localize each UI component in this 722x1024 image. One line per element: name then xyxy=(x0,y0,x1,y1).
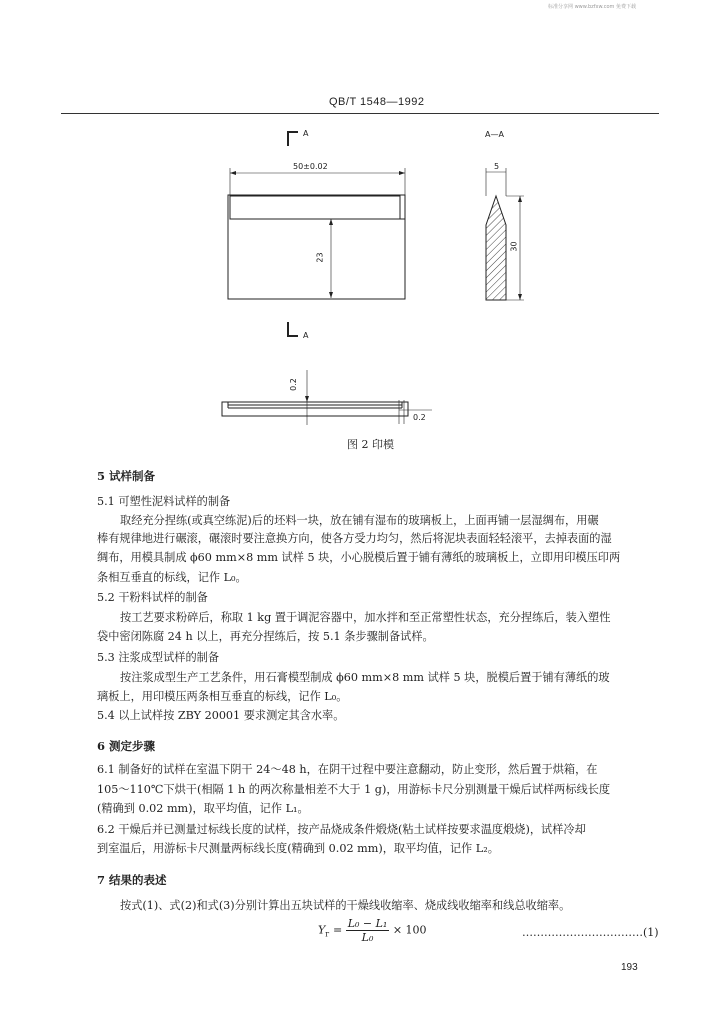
section-view-label: A—A xyxy=(485,130,504,139)
section-mark-bottom-label: A xyxy=(303,331,309,340)
section-5-3-heading: 5.3 注浆成型试样的制备 xyxy=(97,651,220,664)
elevation-view-outline xyxy=(222,402,408,416)
formula-1 xyxy=(318,917,427,944)
section-6-heading: 6 测定步骤 xyxy=(97,739,156,753)
section-view-shape xyxy=(486,196,506,300)
s5-3-line-1: 按注浆成型生产工艺条件，用石膏模型制成 ϕ60 mm×8 mm 试样 5 块，脱模后置于铺有薄纸的玻 xyxy=(120,671,610,684)
width-dimension-text: 50±0.02 xyxy=(293,162,328,171)
section-mark-bottom-arrow xyxy=(288,322,298,336)
groove-depth-text: 0.2 xyxy=(288,378,298,391)
plan-view-outline xyxy=(228,195,405,299)
standard-code: QB/T 1548—1992 xyxy=(329,96,425,108)
section-7-heading: 7 结果的表述 xyxy=(97,873,167,887)
figure-caption: 图 2 印模 xyxy=(347,438,394,451)
s6-2-line-1: 6.2 干燥后并已测量过标线长度的试样，按产品烧成条件煅烧(粘土试样按要求温度煅烧)，试样冷却 xyxy=(97,823,586,836)
formula-times: × 100 xyxy=(392,923,427,937)
section-mark-top-arrow xyxy=(288,132,298,146)
s5-1-line-2: 棒有规律地进行碾滚，碾滚时要注意换方向，使各方受力均匀，然后将泥块表面轻轻滚平，去掉表面的湿 xyxy=(97,532,612,545)
s6-1-line-2: 105～110℃下烘干(相隔 1 h 的两次称量相差不大于 1 g)，用游标卡尺分别测量干燥后试样两标线长度 xyxy=(97,783,611,796)
s6-1-line-1: 6.1 制备好的试样在室温下阴干 24～48 h，在阴干过程中要注意翻动，防止变形，然后置于烘箱，在 xyxy=(97,763,598,776)
s5-1-line-1: 取经充分捏练(或真空练泥)后的坯料一块，放在铺有湿布的玻璃板上，上面再铺一层湿绸布，用碾 xyxy=(120,514,599,527)
s5-2-line-2: 袋中密闭陈腐 24 h 以上，再充分捏练后，按 5.1 条步骤制备试样。 xyxy=(97,630,434,643)
formula-number: ……………………………(1) xyxy=(522,926,659,939)
section-width-text: 5 xyxy=(494,162,500,171)
groove-width-text: 0.2 xyxy=(413,413,426,422)
formula-numerator: L₀ − L₁ xyxy=(347,917,388,930)
figure-stamp-drawing xyxy=(0,0,722,470)
s7-line-1: 按式(1)、式(2)和式(3)分别计算出五块试样的干燥线收缩率、烧成线收缩率和线总收缩率。 xyxy=(120,899,571,912)
section-height-text: 30 xyxy=(509,241,519,252)
s5-1-line-4: 条相互垂直的标线，记作 L₀。 xyxy=(97,571,247,584)
height-dimension-text: 23 xyxy=(315,252,325,263)
s5-3-line-2: 璃板上，用印模压两条相互垂直的标线，记作 L₀。 xyxy=(97,690,348,703)
section-5-1-heading: 5.1 可塑性泥料试样的制备 xyxy=(97,495,231,508)
s6-1-line-3: (精确到 0.02 mm)，取平均值，记作 L₁。 xyxy=(97,802,309,815)
s5-4-line-1: 5.4 以上试样按 ZBY 20001 要求测定其含水率。 xyxy=(97,709,345,722)
section-5-2-heading: 5.2 干粉料试样的制备 xyxy=(97,591,208,604)
s5-2-line-1: 按工艺要求粉碎后，称取 1 kg 置于调泥容器中，加水拌和至正常塑性状态，充分捏练后，装入塑性 xyxy=(120,611,611,624)
s5-1-line-3: 绸布，用模具制成 ϕ60 mm×8 mm 试样 5 块，小心脱模后置于铺有薄纸的玻璃板上，立即用印模压印两 xyxy=(97,551,621,564)
formula-equals: = xyxy=(332,923,343,937)
section-mark-top-label: A xyxy=(303,129,309,138)
formula-lhs-sub: г xyxy=(325,929,330,939)
formula-fraction xyxy=(346,917,390,944)
formula-denominator: L₀ xyxy=(361,931,374,944)
formula-lhs: Y xyxy=(318,923,326,937)
plan-view-ridge xyxy=(230,196,400,219)
section-5-heading: 5 试样制备 xyxy=(97,469,156,483)
watermark-text: 标准分享网 www.bzfxw.com 免费下载 xyxy=(548,4,636,10)
s6-2-line-2: 到室温后，用游标卡尺测量两标线长度(精确到 0.02 mm)，取平均值，记作 L₂。 xyxy=(97,842,499,855)
page-number: 193 xyxy=(621,962,638,973)
